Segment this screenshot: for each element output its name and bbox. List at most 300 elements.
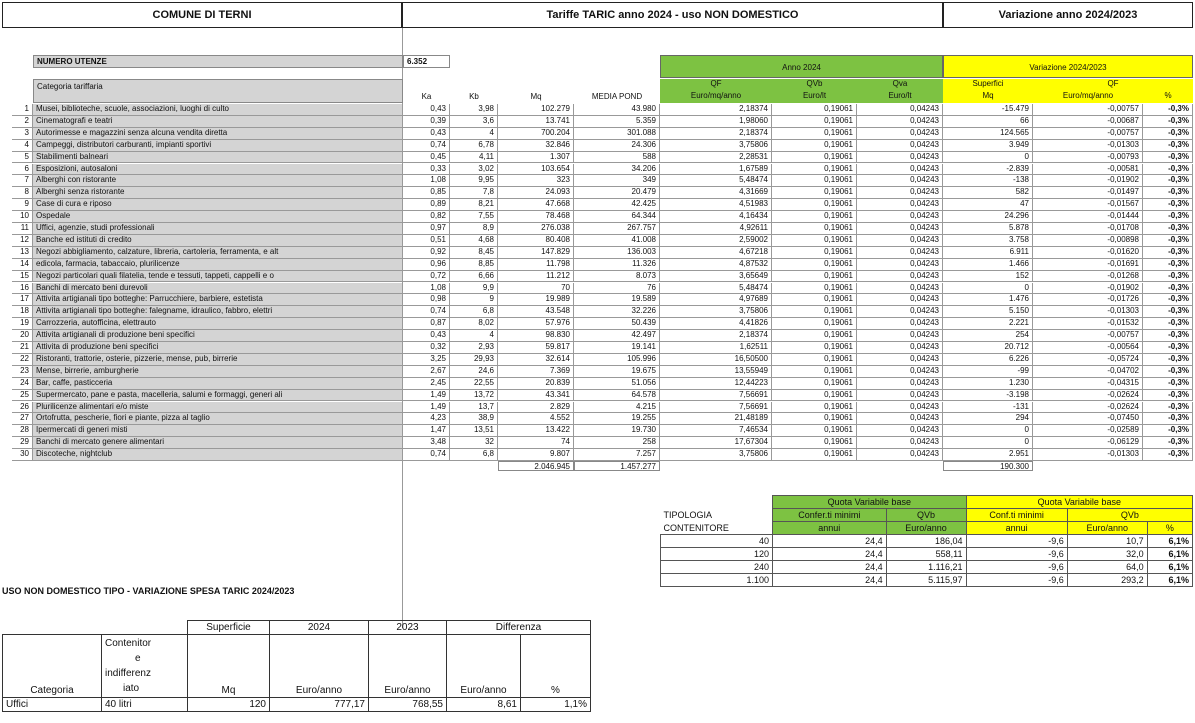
cell-qva: 0,04243 xyxy=(857,116,943,128)
cell-cat: Banchi di mercato beni durevoli xyxy=(33,283,403,295)
cell-sup: 20.712 xyxy=(943,342,1033,354)
tipo-size: 240 xyxy=(661,561,773,574)
cell-ka: 1,08 xyxy=(403,283,450,295)
cell-vqf: -0,05724 xyxy=(1033,354,1143,366)
cell-ka: 0,87 xyxy=(403,318,450,330)
cell-qvb: 0,19061 xyxy=(772,223,857,235)
cell-qvb: 0,19061 xyxy=(772,128,857,140)
tipo-g-c1: Confer.ti minimi xyxy=(773,509,887,522)
cell-qvb: 0,19061 xyxy=(772,199,857,211)
tipo-green-head: Quota Variabile base xyxy=(773,496,967,509)
cell-ka: 0,43 xyxy=(403,104,450,116)
cell-qva: 0,04243 xyxy=(857,366,943,378)
cell-cat: Ipermercati di generi misti xyxy=(33,425,403,437)
tipo-y-c2: QVb xyxy=(1067,509,1192,522)
spesa-h-2023: 2023 xyxy=(369,621,447,635)
cell-ka: 0,32 xyxy=(403,342,450,354)
cell-mq: 47.668 xyxy=(498,199,574,211)
cell-pct: -0,3% xyxy=(1143,306,1193,318)
tipo-conf: 24,4 xyxy=(773,535,887,548)
cell-kb: 2,93 xyxy=(450,342,498,354)
cell-pct: -0,3% xyxy=(1143,223,1193,235)
cell-pct: -0,3% xyxy=(1143,354,1193,366)
cell-mq: 24.093 xyxy=(498,187,574,199)
cell-n: 14 xyxy=(12,259,33,271)
cell-vqf: -0,02589 xyxy=(1033,425,1143,437)
cell-media: 64.344 xyxy=(574,211,660,223)
cell-ka: 3,25 xyxy=(403,354,450,366)
cell-pct: -0,3% xyxy=(1143,164,1193,176)
cell-pct: -0,3% xyxy=(1143,128,1193,140)
col-media: MEDIA POND xyxy=(591,92,643,101)
spesa-diff: 8,61 xyxy=(447,698,521,712)
cell-sup: 1.230 xyxy=(943,378,1033,390)
cell-n: 21 xyxy=(12,342,33,354)
cell-ka: 3,48 xyxy=(403,437,450,449)
cell-qva: 0,04243 xyxy=(857,175,943,187)
cell-cat: Autorimesse e magazzini senza alcuna vendita diretta xyxy=(33,128,403,140)
cell-qva: 0,04243 xyxy=(857,187,943,199)
cell-qf: 2,28531 xyxy=(660,152,772,164)
tipo-y-c3: % xyxy=(1147,522,1192,535)
cell-kb: 29,93 xyxy=(450,354,498,366)
cell-vqf: -0,01726 xyxy=(1033,294,1143,306)
cell-pct: -0,3% xyxy=(1143,318,1193,330)
cell-vqf: -0,01532 xyxy=(1033,318,1143,330)
cell-pct: -0,3% xyxy=(1143,152,1193,164)
tipo-vqvb: 293,2 xyxy=(1067,574,1147,587)
cell-qvb: 0,19061 xyxy=(772,294,857,306)
tipo-vconf: -9,6 xyxy=(966,548,1067,561)
cell-mq: 13.422 xyxy=(498,425,574,437)
cell-qva: 0,04243 xyxy=(857,152,943,164)
cell-sup: -3.198 xyxy=(943,390,1033,402)
cell-sup: 47 xyxy=(943,199,1033,211)
cell-cat: Alberghi senza ristorante xyxy=(33,187,403,199)
cell-sup: 124.565 xyxy=(943,128,1033,140)
cell-qva: 0,04243 xyxy=(857,223,943,235)
cell-mq: 276.038 xyxy=(498,223,574,235)
cell-cat: Esposizioni, autosaloni xyxy=(33,164,403,176)
col-superfici: Superfici xyxy=(943,79,1033,91)
cell-cat: Attivita artigianali tipo botteghe: Parrucchiere, barbiere, estetista xyxy=(33,294,403,306)
tipo-row xyxy=(661,548,1193,561)
spesa-cont: 40 litri xyxy=(102,698,188,712)
cell-media: 43.980 xyxy=(574,104,660,116)
cell-sup: 2.221 xyxy=(943,318,1033,330)
spesa-h-e1: Euro/anno xyxy=(270,635,369,698)
cell-ka: 0,43 xyxy=(403,330,450,342)
cell-media: 267.757 xyxy=(574,223,660,235)
cell-sup: 0 xyxy=(943,283,1033,295)
cell-kb: 6,66 xyxy=(450,271,498,283)
cell-sup: 152 xyxy=(943,271,1033,283)
cell-media: 50.439 xyxy=(574,318,660,330)
cell-n: 27 xyxy=(12,413,33,425)
tipo-g-c2b: Euro/anno xyxy=(886,522,966,535)
cell-kb: 32 xyxy=(450,437,498,449)
numero-utenze-value: 6.352 xyxy=(403,55,450,68)
cell-qvb: 0,19061 xyxy=(772,211,857,223)
cell-ka: 0,43 xyxy=(403,128,450,140)
cell-media: 42.425 xyxy=(574,199,660,211)
cell-qva: 0,04243 xyxy=(857,283,943,295)
col-qf-unit: Euro/mq/anno xyxy=(660,91,772,103)
tipo-row xyxy=(661,535,1193,548)
cell-n: 1 xyxy=(12,104,33,116)
cell-pct: -0,3% xyxy=(1143,175,1193,187)
tipo-vconf: -9,6 xyxy=(966,535,1067,548)
cell-ka: 2,67 xyxy=(403,366,450,378)
cell-media: 19.141 xyxy=(574,342,660,354)
cell-vqf: -0,01902 xyxy=(1033,175,1143,187)
cell-qva: 0,04243 xyxy=(857,437,943,449)
numero-utenze-label: NUMERO UTENZE xyxy=(33,55,403,68)
cell-qva: 0,04243 xyxy=(857,294,943,306)
spesa-h-cont: Contenitor e indifferenz iato xyxy=(102,635,188,698)
cell-vqf: -0,01691 xyxy=(1033,259,1143,271)
cell-sup: 582 xyxy=(943,187,1033,199)
cell-sup: 6.911 xyxy=(943,247,1033,259)
cell-vqf: -0,01444 xyxy=(1033,211,1143,223)
cell-qvb: 0,19061 xyxy=(772,187,857,199)
cell-vqf: -0,01268 xyxy=(1033,271,1143,283)
tipo-title-2: CONTENITORE xyxy=(663,522,729,533)
tipo-qvb: 186,04 xyxy=(886,535,966,548)
cell-n: 19 xyxy=(12,318,33,330)
cell-qf: 1,62511 xyxy=(660,342,772,354)
cell-qf: 3,75806 xyxy=(660,449,772,461)
cell-vqf: -0,06129 xyxy=(1033,437,1143,449)
spesa-h-mq: Mq xyxy=(188,635,270,698)
cell-kb: 8,45 xyxy=(450,247,498,259)
cell-ka: 0,97 xyxy=(403,223,450,235)
col-qf: QF xyxy=(660,79,772,91)
cell-ka: 0,85 xyxy=(403,187,450,199)
cell-qva: 0,04243 xyxy=(857,378,943,390)
cell-n: 11 xyxy=(12,223,33,235)
cell-mq: 80.408 xyxy=(498,235,574,247)
spesa-2023: 768,55 xyxy=(369,698,447,712)
cell-qva: 0,04243 xyxy=(857,164,943,176)
cell-ka: 0,51 xyxy=(403,235,450,247)
cell-mq: 74 xyxy=(498,437,574,449)
cell-sup: 5.150 xyxy=(943,306,1033,318)
spesa-mq: 120 xyxy=(188,698,270,712)
header-variazione: Variazione anno 2024/2023 xyxy=(943,2,1193,28)
cell-n: 24 xyxy=(12,378,33,390)
cell-ka: 0,89 xyxy=(403,199,450,211)
cell-n: 4 xyxy=(12,140,33,152)
cell-kb: 4 xyxy=(450,128,498,140)
cell-ka: 2,45 xyxy=(403,378,450,390)
cell-qva: 0,04243 xyxy=(857,330,943,342)
cell-media: 19.255 xyxy=(574,413,660,425)
cell-cat: Carrozzeria, autofficina, elettrauto xyxy=(33,318,403,330)
cell-vqf: -0,02624 xyxy=(1033,402,1143,414)
cell-n: 20 xyxy=(12,330,33,342)
cell-kb: 6,78 xyxy=(450,140,498,152)
cell-pct: -0,3% xyxy=(1143,437,1193,449)
cell-qf: 2,18374 xyxy=(660,330,772,342)
cell-cat: Banchi di mercato genere alimentari xyxy=(33,437,403,449)
cell-sup: 1.466 xyxy=(943,259,1033,271)
cell-cat: Attivita di produzione beni specifici xyxy=(33,342,403,354)
cell-qvb: 0,19061 xyxy=(772,247,857,259)
spesa-2024: 777,17 xyxy=(270,698,369,712)
cell-qvb: 0,19061 xyxy=(772,318,857,330)
spesa-h-diff: Differenza xyxy=(447,621,591,635)
cell-qva: 0,04243 xyxy=(857,199,943,211)
tipo-title: TIPOLOGIA xyxy=(663,510,713,520)
cell-vqf: -0,02624 xyxy=(1033,390,1143,402)
cell-qvb: 0,19061 xyxy=(772,378,857,390)
cell-qvb: 0,19061 xyxy=(772,354,857,366)
cell-mq: 13.741 xyxy=(498,116,574,128)
cell-qf: 4,16434 xyxy=(660,211,772,223)
cell-vqf: -0,01303 xyxy=(1033,306,1143,318)
cell-qva: 0,04243 xyxy=(857,306,943,318)
cell-kb: 6,8 xyxy=(450,449,498,461)
tipo-vconf: -9,6 xyxy=(966,561,1067,574)
cell-kb: 9,95 xyxy=(450,175,498,187)
cell-kb: 3,98 xyxy=(450,104,498,116)
cell-kb: 7,8 xyxy=(450,187,498,199)
tipo-pct: 6,1% xyxy=(1147,561,1192,574)
cell-qvb: 0,19061 xyxy=(772,330,857,342)
cell-qf: 4,67218 xyxy=(660,247,772,259)
col-kb: Kb xyxy=(469,92,479,101)
tipo-conf: 24,4 xyxy=(773,574,887,587)
cell-vqf: -0,04702 xyxy=(1033,366,1143,378)
cell-qvb: 0,19061 xyxy=(772,116,857,128)
cell-media: 19.730 xyxy=(574,425,660,437)
cell-ka: 0,92 xyxy=(403,247,450,259)
cell-mq: 32.846 xyxy=(498,140,574,152)
cell-vqf: -0,01708 xyxy=(1033,223,1143,235)
cell-qvb: 0,19061 xyxy=(772,306,857,318)
cell-ka: 0,74 xyxy=(403,449,450,461)
cell-qf: 4,87532 xyxy=(660,259,772,271)
cell-media: 301.088 xyxy=(574,128,660,140)
cell-kb: 8,02 xyxy=(450,318,498,330)
col-qva: Qva xyxy=(857,79,943,91)
cell-vqf: -0,00564 xyxy=(1033,342,1143,354)
anno-2024-group: Anno 2024 xyxy=(660,55,943,78)
cell-qvb: 0,19061 xyxy=(772,175,857,187)
col-categoria: Categoria tariffaria xyxy=(33,79,403,103)
spesa-h-sup: Superficie xyxy=(188,621,270,635)
variazione-group: Variazione 2024/2023 xyxy=(943,55,1193,78)
cell-mq: 102.279 xyxy=(498,104,574,116)
cell-media: 19.675 xyxy=(574,366,660,378)
cell-kb: 13,7 xyxy=(450,402,498,414)
cell-qva: 0,04243 xyxy=(857,247,943,259)
cell-n: 26 xyxy=(12,402,33,414)
cell-media: 24.306 xyxy=(574,140,660,152)
cell-vqf: -0,01303 xyxy=(1033,449,1143,461)
tipo-size: 40 xyxy=(661,535,773,548)
cell-ka: 1,49 xyxy=(403,390,450,402)
cell-qvb: 0,19061 xyxy=(772,342,857,354)
cell-qvb: 0,19061 xyxy=(772,271,857,283)
spesa-h-pct: % xyxy=(521,635,591,698)
col-qvb-unit: Euro/lt xyxy=(772,91,857,103)
cell-ka: 0,96 xyxy=(403,259,450,271)
tipo-pct: 6,1% xyxy=(1147,535,1192,548)
cell-mq: 700.204 xyxy=(498,128,574,140)
tipo-qvb: 1.116,21 xyxy=(886,561,966,574)
cell-cat: Attivita artigianali tipo botteghe: falegname, idraulico, fabbro, elettri xyxy=(33,306,403,318)
cell-qf: 16,50500 xyxy=(660,354,772,366)
cell-qf: 4,97689 xyxy=(660,294,772,306)
cell-qf: 4,31669 xyxy=(660,187,772,199)
cell-kb: 4,68 xyxy=(450,235,498,247)
tipo-row xyxy=(661,561,1193,574)
cell-qva: 0,04243 xyxy=(857,425,943,437)
spesa-h-2024: 2024 xyxy=(270,621,369,635)
cell-kb: 7,55 xyxy=(450,211,498,223)
cell-pct: -0,3% xyxy=(1143,330,1193,342)
cell-cat: Mense, birrerie, amburgherie xyxy=(33,366,403,378)
cell-sup: 6.226 xyxy=(943,354,1033,366)
cell-mq: 103.654 xyxy=(498,164,574,176)
tipo-row xyxy=(661,574,1193,587)
cell-n: 5 xyxy=(12,152,33,164)
cell-qf: 4,92611 xyxy=(660,223,772,235)
cell-qf: 7,56691 xyxy=(660,402,772,414)
cell-pct: -0,3% xyxy=(1143,247,1193,259)
cell-n: 18 xyxy=(12,306,33,318)
cell-vqf: -0,00898 xyxy=(1033,235,1143,247)
cell-qva: 0,04243 xyxy=(857,259,943,271)
cell-kb: 9 xyxy=(450,294,498,306)
cell-sup: 24.296 xyxy=(943,211,1033,223)
cell-ka: 1,49 xyxy=(403,402,450,414)
tipo-y-c1b: annui xyxy=(966,522,1067,535)
cell-kb: 3,02 xyxy=(450,164,498,176)
cell-cat: Uffici, agenzie, studi professionali xyxy=(33,223,403,235)
tipo-pct: 6,1% xyxy=(1147,574,1192,587)
cell-qf: 5,48474 xyxy=(660,175,772,187)
cell-qf: 2,18374 xyxy=(660,104,772,116)
cell-ka: 1,08 xyxy=(403,175,450,187)
cell-mq: 43.341 xyxy=(498,390,574,402)
cell-kb: 13,72 xyxy=(450,390,498,402)
cell-qvb: 0,19061 xyxy=(772,425,857,437)
cell-mq: 147.829 xyxy=(498,247,574,259)
cell-mq: 98.830 xyxy=(498,330,574,342)
cell-qva: 0,04243 xyxy=(857,390,943,402)
cell-n: 16 xyxy=(12,283,33,295)
cell-n: 30 xyxy=(12,449,33,461)
tipo-size: 120 xyxy=(661,548,773,561)
total-mq: 2.046.945 xyxy=(498,461,574,471)
cell-qva: 0,04243 xyxy=(857,354,943,366)
cell-sup: 2.951 xyxy=(943,449,1033,461)
col-qvb: QVb xyxy=(772,79,857,91)
cell-vqf: -0,01567 xyxy=(1033,199,1143,211)
cell-qva: 0,04243 xyxy=(857,235,943,247)
cell-cat: Supermercato, pane e pasta, macelleria, salumi e formaggi, generi ali xyxy=(33,390,403,402)
cell-sup: 3.758 xyxy=(943,235,1033,247)
cell-media: 42.497 xyxy=(574,330,660,342)
tipo-y-c1: Conf.ti minimi xyxy=(966,509,1067,522)
col-var-qf-unit: Euro/mq/anno xyxy=(1033,91,1143,103)
cell-pct: -0,3% xyxy=(1143,140,1193,152)
cell-pct: -0,3% xyxy=(1143,390,1193,402)
cell-qvb: 0,19061 xyxy=(772,390,857,402)
cell-qva: 0,04243 xyxy=(857,413,943,425)
cell-cat: Attivita artigianali di produzione beni specifici xyxy=(33,330,403,342)
cell-qf: 17,67304 xyxy=(660,437,772,449)
cell-cat: Stabilimenti balneari xyxy=(33,152,403,164)
spesa-h-e3: Euro/anno xyxy=(447,635,521,698)
cell-mq: 2.829 xyxy=(498,402,574,414)
cell-sup: -138 xyxy=(943,175,1033,187)
cell-mq: 43.548 xyxy=(498,306,574,318)
cell-mq: 19.989 xyxy=(498,294,574,306)
cell-n: 23 xyxy=(12,366,33,378)
cell-cat: Campeggi, distributori carburanti, impianti sportivi xyxy=(33,140,403,152)
cell-media: 20.479 xyxy=(574,187,660,199)
cell-sup: 5.878 xyxy=(943,223,1033,235)
cell-ka: 0,82 xyxy=(403,211,450,223)
cell-n: 28 xyxy=(12,425,33,437)
cell-qvb: 0,19061 xyxy=(772,259,857,271)
cell-cat: Discoteche, nightclub xyxy=(33,449,403,461)
cell-sup: 0 xyxy=(943,152,1033,164)
cell-qva: 0,04243 xyxy=(857,318,943,330)
cell-pct: -0,3% xyxy=(1143,199,1193,211)
cell-ka: 0,45 xyxy=(403,152,450,164)
cell-sup: -99 xyxy=(943,366,1033,378)
cell-n: 6 xyxy=(12,164,33,176)
cell-sup: 0 xyxy=(943,425,1033,437)
header-tariffe: Tariffe TARIC anno 2024 - uso NON DOMESTICO xyxy=(402,2,943,28)
cell-qva: 0,04243 xyxy=(857,211,943,223)
cell-kb: 24,6 xyxy=(450,366,498,378)
cell-n: 17 xyxy=(12,294,33,306)
cell-media: 5.359 xyxy=(574,116,660,128)
cell-cat: Negozi abbigliamento, calzature, libreria, cartoleria, ferramenta, e alt xyxy=(33,247,403,259)
cell-mq: 11.212 xyxy=(498,271,574,283)
cell-kb: 13,51 xyxy=(450,425,498,437)
cell-n: 12 xyxy=(12,235,33,247)
cell-sup: 254 xyxy=(943,330,1033,342)
cell-mq: 20.839 xyxy=(498,378,574,390)
cell-media: 136.003 xyxy=(574,247,660,259)
cell-kb: 22,55 xyxy=(450,378,498,390)
cell-qf: 3,75806 xyxy=(660,306,772,318)
cell-kb: 8,85 xyxy=(450,259,498,271)
col-var-qf: QF xyxy=(1033,79,1193,91)
cell-qf: 13,55949 xyxy=(660,366,772,378)
cell-vqf: -0,00757 xyxy=(1033,128,1143,140)
cell-vqf: -0,07450 xyxy=(1033,413,1143,425)
cell-pct: -0,3% xyxy=(1143,342,1193,354)
cell-ka: 0,74 xyxy=(403,306,450,318)
cell-kb: 38,9 xyxy=(450,413,498,425)
cell-mq: 7.369 xyxy=(498,366,574,378)
cell-media: 8.073 xyxy=(574,271,660,283)
cell-qva: 0,04243 xyxy=(857,342,943,354)
cell-cat: edicola, farmacia, tabaccaio, plurilicenze xyxy=(33,259,403,271)
cell-n: 7 xyxy=(12,175,33,187)
cell-mq: 32.614 xyxy=(498,354,574,366)
cell-cat: Ortofrutta, pescherie, fiori e piante, pizza al taglio xyxy=(33,413,403,425)
cell-sup: 66 xyxy=(943,116,1033,128)
